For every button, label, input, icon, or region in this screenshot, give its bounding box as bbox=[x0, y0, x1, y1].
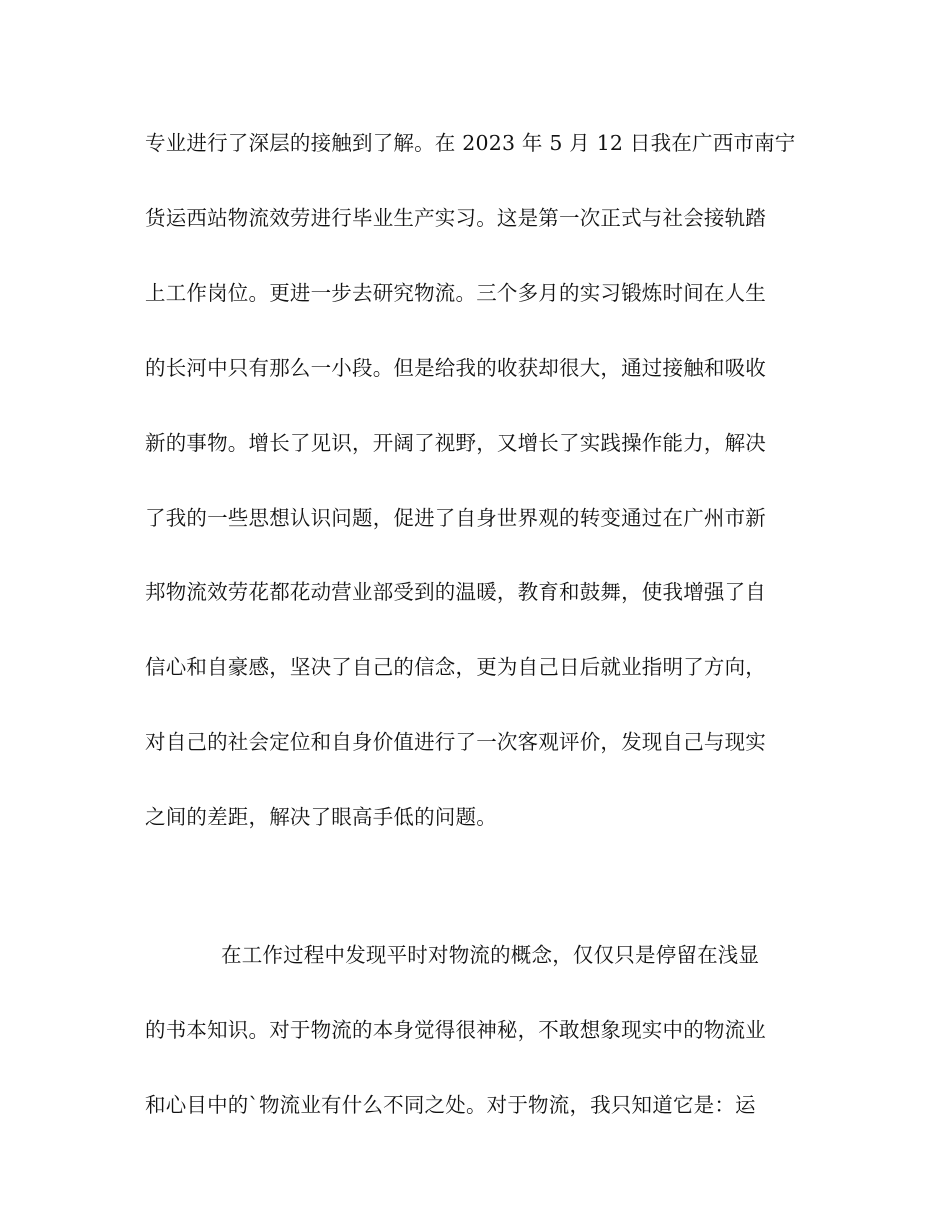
paragraph-1-line-5: 新的事物。增长了见识，开阔了视野，又增长了实践操作能力，解决 bbox=[145, 431, 766, 455]
paragraph-1-line-7: 邦物流效劳花都花动营业部受到的温暖，教育和鼓舞，使我增强了自 bbox=[145, 580, 766, 604]
paragraph-1-line-1: 专业进行了深层的接触到了解。在 2023 年 5 月 12 日我在广西市南宁 bbox=[145, 131, 796, 155]
paragraph-2-line-1: 在工作过程中发现平时对物流的概念，仅仅只是停留在浅显 bbox=[221, 943, 760, 967]
paragraph-1-line-3: 上工作岗位。更进一步去研究物流。三个多月的实习锻炼时间在人生 bbox=[145, 281, 766, 305]
paragraph-1-line-8: 信心和自豪感，坚决了自己的信念，更为自己日后就业指明了方向， bbox=[145, 655, 766, 679]
paragraph-1-line-10: 之间的差距，解决了眼高手低的问题。 bbox=[145, 805, 497, 829]
paragraph-2-line-2: 的书本知识。对于物流的本身觉得很神秘，不敢想象现实中的物流业 bbox=[145, 1018, 766, 1042]
paragraph-1-line-9: 对自己的社会定位和自身价值进行了一次客观评价，发现自己与现实 bbox=[145, 730, 766, 754]
paragraph-1-line-4: 的长河中只有那么一小段。但是给我的收获却很大，通过接触和吸收 bbox=[145, 356, 766, 380]
paragraph-2-line-3: 和心目中的`物流业有什么不同之处。对于物流，我只知道它是：运 bbox=[145, 1093, 756, 1117]
paragraph-1-line-2: 货运西站物流效劳进行毕业生产实习。这是第一次正式与社会接轨踏 bbox=[145, 206, 766, 230]
paragraph-1-line-6: 了我的一些思想认识问题，促进了自身世界观的转变通过在广州市新 bbox=[145, 506, 766, 530]
